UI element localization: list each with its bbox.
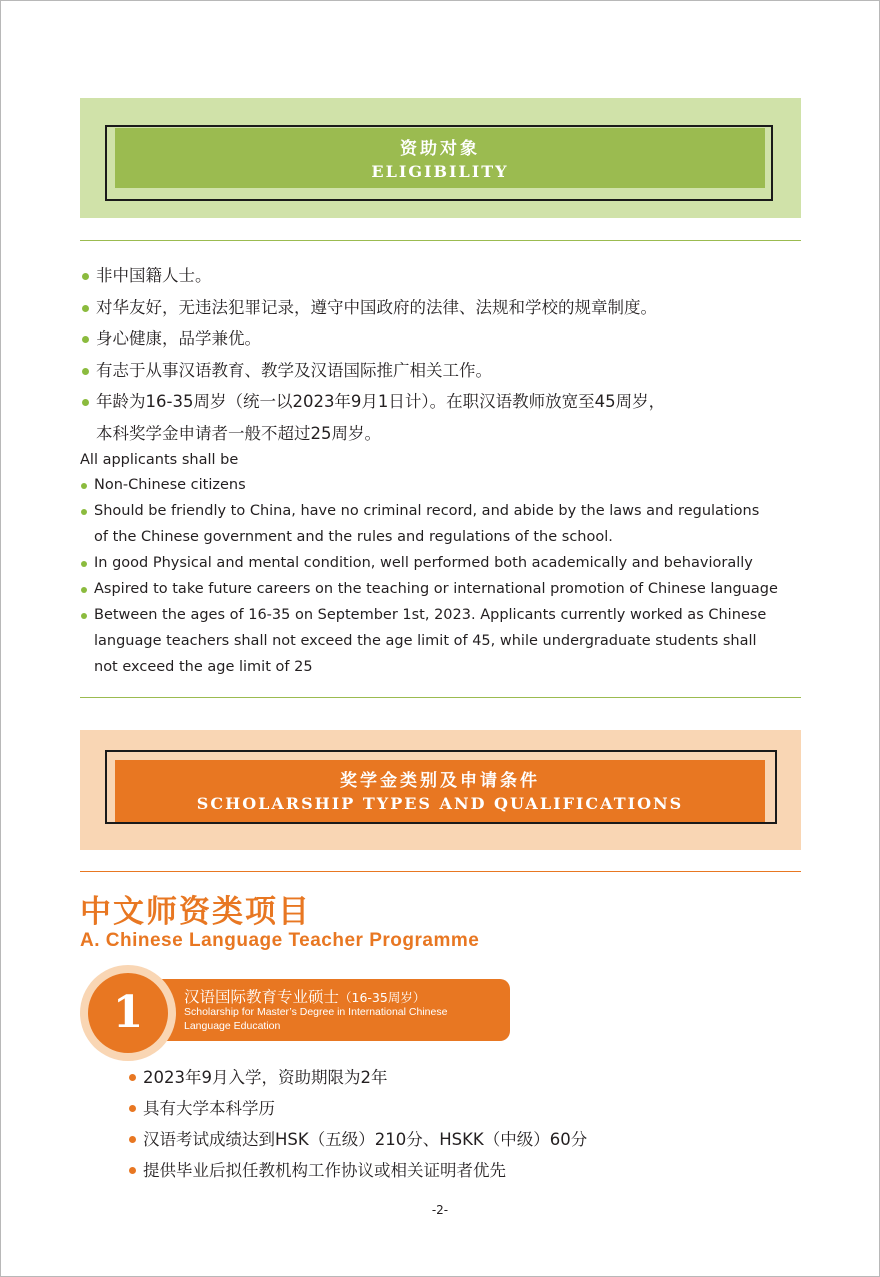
list-item: 具有大学本科学历 <box>128 1093 587 1124</box>
divider-orange <box>80 871 801 872</box>
degree-title <box>184 985 425 1007</box>
scholarship-title-cn: 奖学金类别及申请条件 <box>340 771 540 791</box>
programme-requirements <box>128 1062 587 1186</box>
bullet-dot <box>129 1074 136 1081</box>
page-number: -2- <box>431 1203 449 1217</box>
list-item: Non-Chinese citizens <box>80 472 810 498</box>
bullet-dot <box>81 483 87 489</box>
bullet-dot <box>129 1136 136 1143</box>
divider-green-top <box>80 240 801 241</box>
scholarship-banner-frame <box>105 750 777 824</box>
bullet-dot <box>129 1167 136 1174</box>
number-badge: 1 <box>88 973 168 1053</box>
degree-subtitle-en: Scholarship for Master’s Degree in International Chinese Language Education <box>184 1006 448 1032</box>
programme-title-en: A. Chinese Language Teacher Programme <box>80 930 480 951</box>
list-item: Between the ages of 16-35 on September 1st, 2023. Applicants currently worked as Chinese language teachers shall not exceed the age limit of 45, while undergraduate students shall not exceed the age limit of 25 <box>80 602 810 680</box>
divider-green-bottom <box>80 697 801 698</box>
list-item: In good Physical and mental condition, well performed both academically and behaviorally <box>80 550 810 576</box>
list-item: 2023年9月入学，资助期限为2年 <box>128 1062 587 1093</box>
bullet-dot <box>81 613 87 619</box>
list-item: 提供毕业后拟任教机构工作协议或相关证明者优先 <box>128 1155 587 1186</box>
bullet-dot <box>82 305 89 312</box>
degree-title-cn: 汉语国际教育专业硕士 <box>184 988 340 1006</box>
bullet-dot <box>129 1105 136 1112</box>
degree-age: （16-35周岁） <box>339 990 426 1005</box>
bullet-dot <box>81 509 87 515</box>
bullet-dot <box>82 368 89 375</box>
list-item: 对华友好，无违法犯罪记录，遵守中国政府的法律、法规和学校的规章制度。 <box>80 292 800 324</box>
eligibility-title-en: ELIGIBILITY <box>371 162 509 181</box>
list-item: Aspired to take future careers on the teaching or international promotion of Chinese language <box>80 576 810 602</box>
list-item: 年龄为16-35周岁（统一以2023年9月1日计）。在职汉语教师放宽至45周岁， 本科奖学金申请者一般不超过25周岁。 <box>80 386 800 449</box>
bullet-dot <box>81 561 87 567</box>
eligibility-en-intro: All applicants shall be <box>80 452 239 468</box>
bullet-dot <box>82 399 89 406</box>
list-item: Should be friendly to China, have no criminal record, and abide by the laws and regulations of the Chinese government and the rules and regulations of the school. <box>80 498 810 550</box>
list-item: 非中国籍人士。 <box>80 260 800 292</box>
list-item: 有志于从事汉语教育、教学及汉语国际推广相关工作。 <box>80 355 800 387</box>
bullet-dot <box>81 587 87 593</box>
bullet-dot <box>82 273 89 280</box>
list-item: 汉语考试成绩达到HSK（五级）210分、HSKK（中级）60分 <box>128 1124 587 1155</box>
eligibility-en-list <box>80 472 810 680</box>
eligibility-title-cn: 资助对象 <box>400 139 480 159</box>
list-item: 身心健康，品学兼优。 <box>80 323 800 355</box>
programme-title-cn: 中文师资类项目 <box>80 894 311 930</box>
eligibility-banner-frame <box>105 125 773 201</box>
bullet-dot <box>82 336 89 343</box>
scholarship-title-en: SCHOLARSHIP TYPES AND QUALIFICATIONS <box>196 794 684 813</box>
eligibility-cn-list <box>80 260 800 449</box>
